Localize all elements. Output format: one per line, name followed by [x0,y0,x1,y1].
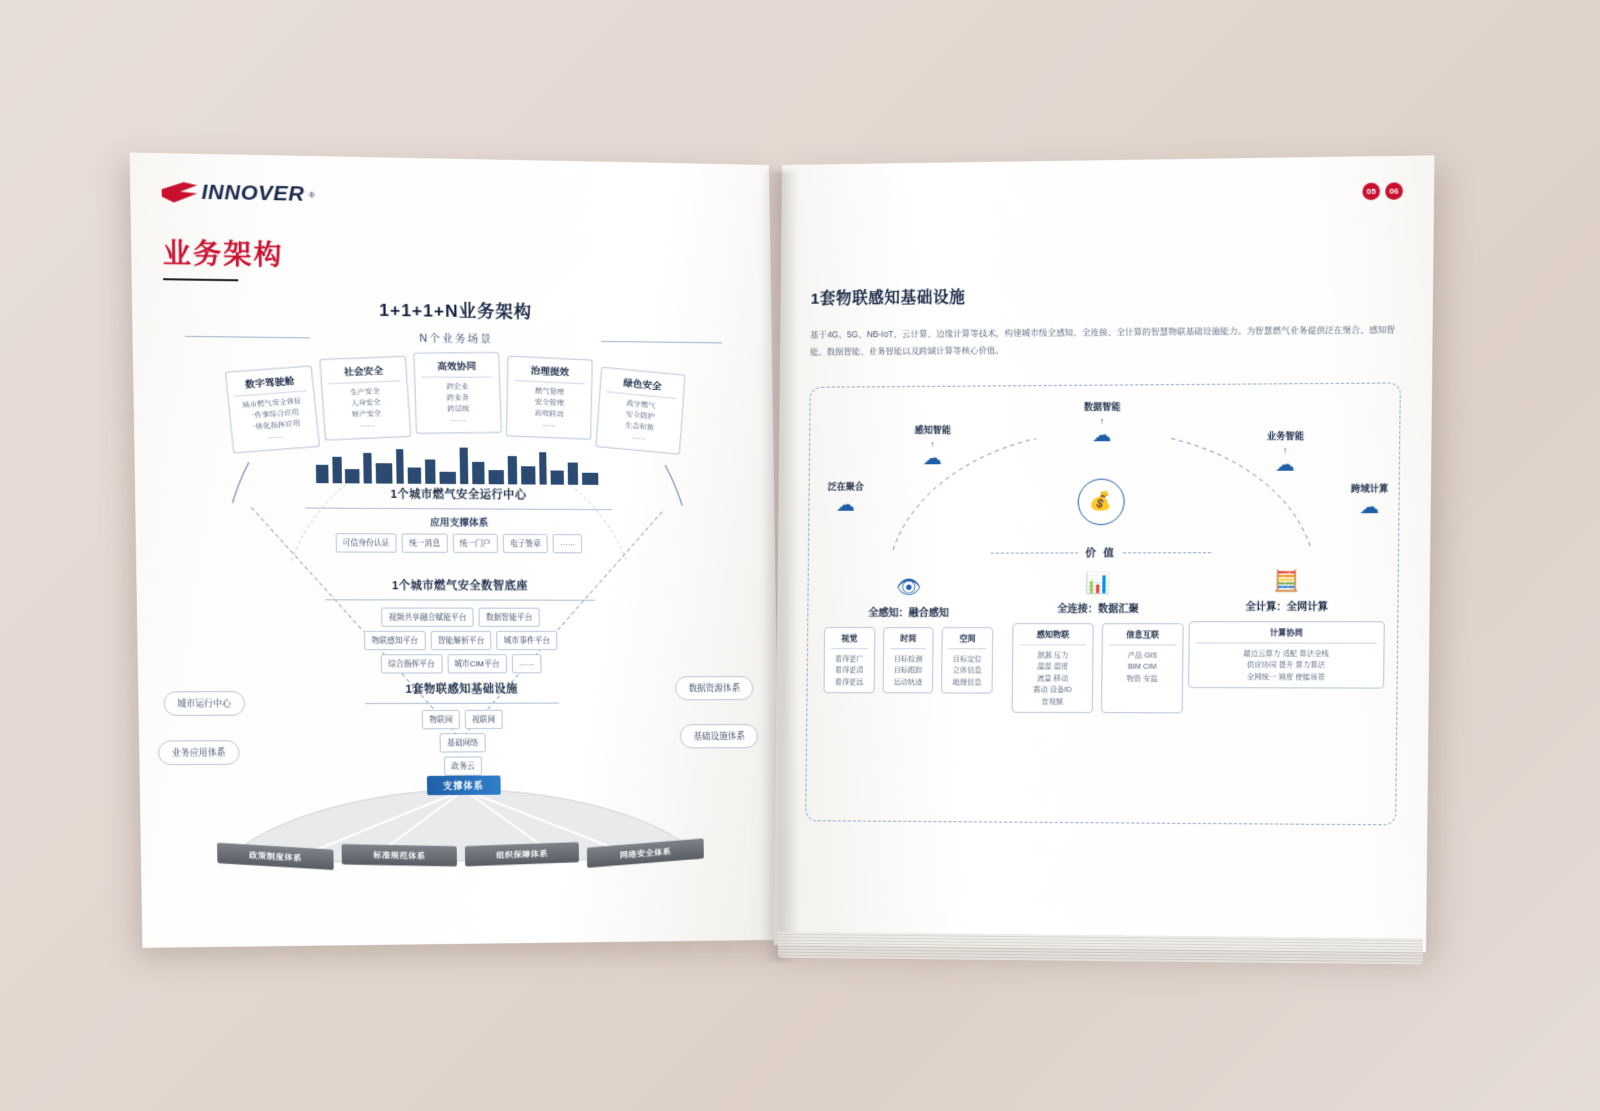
pill-city-operation-center: 城市运行中心 [163,691,244,716]
box-item: 运动轨迹 [893,676,923,687]
cloud-数据智能 [1083,399,1120,445]
scene-item: 跨业务 [446,392,469,402]
left-page [130,152,781,947]
box-item: 看得更清 [834,665,864,675]
innover-flag-icon [162,182,198,203]
box-title: 信息互联 [1126,629,1160,640]
layer-title: 1套物联感知基础设施 [405,683,519,697]
scene-item: 人身安全 [350,397,381,408]
info-box [824,627,875,694]
layer-运行中心 [289,485,627,553]
dash-right [1123,552,1211,553]
info-box [882,627,934,694]
cloud-icon: ☁ [835,494,856,516]
arrow-up-icon: ↑ [1282,444,1288,456]
scene-card [413,352,502,434]
chart-bar-icon: 📊 [1085,572,1112,595]
scene-item: 政字燃气 [625,398,656,411]
box-item: 流量 移动 [1036,673,1069,683]
scene-item: …… [266,430,283,441]
box-item: 泄漏 压力 [1037,649,1069,660]
value-label: 价 值 [1085,546,1116,560]
chip: 可信身份认证 [335,533,397,553]
layer-感知基础设施 [338,681,585,777]
chip: 数据智能平台 [479,608,540,627]
chip: 统一消息 [402,534,448,553]
layer-subtitle: 应用支撑体系 [429,517,489,529]
brand-logo [162,180,740,215]
chip: 视频共享融合赋能平台 [381,608,473,627]
cloud-label: 泛在聚合 [827,481,864,492]
cloud-感知智能 [914,423,951,468]
scene-card [505,356,592,441]
cloud-icon: ☁ [1275,454,1295,476]
cloud-业务智能 [1266,429,1304,475]
column-heading: 全感知：融合感知 [868,607,949,619]
scene-item: 安全管理 [534,396,564,408]
calculator-icon: 🧮 [1273,569,1300,593]
chip: 综合指挥平台 [381,654,442,673]
chip: 统一门户 [452,534,498,553]
support-tile: 标准规范体系 [341,844,456,866]
scene-card [319,356,411,441]
layer-title: 1个城市燃气安全数智底座 [391,580,529,593]
scene-card-row [164,351,743,442]
scene-item: …… [358,419,375,430]
value-axis [991,545,1211,561]
box-item: 温湿 湿度 [1036,661,1069,671]
right-page-paragraph: 基于4G、5G、NB-IoT、云计算、边缘计算等技术，构建城市级全感知、全连接、全计算的智慧物联基础设施能力。为智慧燃气业务提供泛在聚合、感知智能、数据智能、业务智能以及跨域计算等核心价值。 [810,324,1396,357]
scene-card-title: 治理提效 [529,365,569,379]
box-item: 目标检测 [893,653,923,663]
scene-item: 财产安全 [350,408,382,419]
support-tile: 网络安全体系 [586,839,703,868]
divider [328,380,400,384]
cloud-icon: ☁ [1092,424,1112,446]
box-item: 震动 设备ID [1033,684,1072,695]
column-全连接 [1011,573,1186,713]
layer-数智底座 [306,577,614,674]
info-box [1188,621,1385,689]
box-item: 立体信息 [952,665,982,675]
scene-item: 城市燃气安全体征 [241,395,302,410]
chip: …… [512,654,542,673]
brand-name: INNOVER [201,180,305,206]
chip: 政务云 [444,757,482,776]
chip-row [307,631,614,650]
column-全感知 [824,577,994,693]
box-item: 地理信息 [952,677,982,687]
scene-item: 安全防护 [624,409,655,421]
arrow-up-icon: ↑ [930,438,935,449]
cloud-icon: ☁ [922,447,943,469]
page-edges [778,932,1423,965]
info-box [941,627,993,694]
chip: 视联网 [465,710,503,729]
cloud-label: 跨域计算 [1350,483,1389,494]
chip-row [306,608,613,627]
money-bag-icon: 💰 [1077,478,1124,525]
cloud-label: 感知智能 [914,424,951,435]
cloud-label: 数据智能 [1083,401,1121,412]
cloud-icon: ☁ [1359,496,1380,518]
scene-item: 一件事综合应用 [245,407,299,421]
right-page [774,155,1435,952]
scene-item: 生产安全 [349,386,380,397]
divider [421,376,493,377]
pill-infrastructure: 基础设施体系 [680,724,758,748]
brochure-spread [150,165,1420,965]
eye-icon: 👁 [895,576,922,599]
scene-item: 生态和谐 [624,419,654,432]
chip: 物联网 [422,710,460,729]
chip: 基础网络 [440,733,486,752]
book-spine-shadow [762,171,798,961]
box-item: 物资 安监 [1126,673,1158,683]
info-box [1012,623,1094,714]
scene-item: 一体化指挥应用 [247,418,301,432]
page-number: 05 [1362,183,1380,201]
dash-left [991,552,1078,553]
cloud-label: 业务智能 [1266,430,1304,441]
column-全计算 [1188,571,1385,689]
box-title: 时间 [900,633,917,643]
column-heading: 全连接：数据汇聚 [1057,603,1139,615]
chip: 城市CIM平台 [447,654,507,673]
title-underline [163,278,238,281]
scene-card-title: 社会安全 [343,365,383,379]
box-title: 感知物联 [1036,629,1070,639]
box-title: 视觉 [841,633,858,643]
chip-row [290,533,628,554]
scene-item: 跨企业 [445,381,469,391]
arrow-up-icon: ↑ [1099,415,1105,426]
support-system [171,774,750,872]
fan-diagram [166,435,749,773]
scene-item: 跨层级 [446,403,469,413]
scene-card-title: 绿色安全 [622,377,662,393]
chip: 智能解析平台 [430,631,491,650]
box-title: 空间 [959,633,976,643]
box-item: BIM CIM [1127,661,1157,671]
box-item: 看得更远 [834,676,864,686]
pill-business-application: 业务应用体系 [158,740,239,765]
chip: 城市事件平台 [496,631,557,650]
section-title: 业务架构 [162,238,284,271]
pill-data-resource: 数据资源体系 [675,676,753,700]
box-item: 端边云算力 适配 算法全栈 [1243,648,1330,658]
chip: …… [553,534,583,553]
divider [514,380,585,384]
box-item: 目标定位 [952,653,982,663]
support-tile: 政策制度体系 [217,843,334,870]
box-item: 全网统一 调度 使能场景 [1246,671,1326,681]
box-item: 供应协同 提升 算力算法 [1246,659,1326,670]
support-label: 支撑体系 [426,776,500,796]
chip: 物联感知平台 [364,631,426,650]
box-item: 产品 GIS [1127,650,1158,660]
chip-row [339,733,585,753]
support-tile-row [216,799,708,868]
column-heading: 全计算：全网计算 [1245,601,1329,613]
scene-item: 燃气管理 [534,386,564,397]
scene-band-label: N个业务场景 [164,327,742,349]
page-number-group [1362,182,1403,200]
box-item: 看得更广 [834,653,864,663]
page-number: 06 [1385,182,1403,200]
box-item: 音视频 [1041,696,1064,706]
cloud-跨域计算 [1351,481,1389,517]
info-box [1101,623,1184,714]
box-title: 计算协同 [1269,627,1303,638]
scene-item: 高效联动 [533,407,564,419]
box-item: 目标跟踪 [893,665,923,675]
chip: 电子签章 [503,534,548,553]
scene-card-title: 高效协同 [436,361,476,373]
registered-mark: ® [308,190,315,200]
right-page-title: 1套物联感知基础设施 [810,289,966,308]
scene-item: …… [450,414,466,424]
support-tile: 组织保障体系 [464,842,578,866]
chip-row [340,756,586,777]
layer-title: 1个城市燃气安全运行中心 [390,488,527,502]
scene-item: …… [541,419,556,429]
city-skyline-icon [309,443,606,486]
scene-card-title: 数字驾驶舱 [244,375,295,391]
iot-infrastructure-diagram [805,382,1401,825]
scene-item: …… [630,431,646,442]
chip-row [339,710,585,730]
cloud-泛在聚合 [827,479,863,514]
chip-row [307,654,614,674]
architecture-title: 1+1+1+N业务架构 [379,300,533,322]
